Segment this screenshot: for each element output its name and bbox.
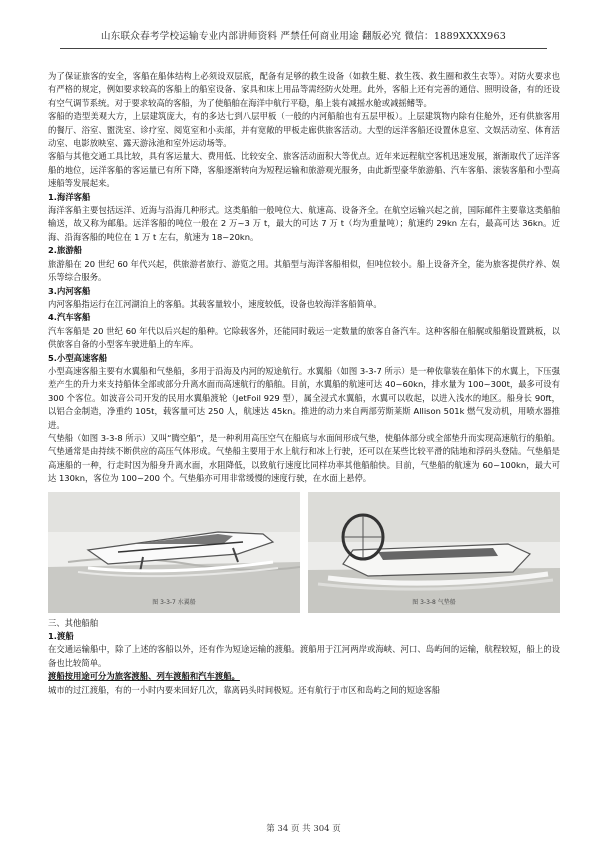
section-heading-high-speed-ship: 5.小型高速客船 xyxy=(48,352,108,363)
page-header: 山东联众春考学校运输专业内部讲师资料 严禁任何商业用途 翻版必究 微信：1889XXXX963 xyxy=(100,31,507,42)
section-heading-river-ship: 3.内河客船 xyxy=(48,285,91,296)
figure-hovercraft xyxy=(308,492,560,613)
hydrofoil-photo xyxy=(48,492,300,613)
hovercraft-photo xyxy=(308,492,560,613)
paragraph: 为了保证旅客的安全，客船在船体结构上必须设双层底，配备有足够的救生设备（如救生艇、救生筏、救生圈和救生衣等）。对防火要求也有严格的规定，例如要求较高的客船上的船室设备、家具和床上用品等需经防火处理。此外，客船上还有完善的通信、照明设备，有的还设有空气调节系统。对于要求较高的客船，为了使船舶在海洋中航行平稳，船上装有减摇水舱或减摇鳍等。 xyxy=(48,71,560,108)
figure-row xyxy=(48,492,560,613)
paragraph: 客船与其他交通工具比较，具有客运量大、费用低、比较安全、旅客活动面积大等优点。近年来远程航空客机迅速发展，渐渐取代了远洋客船的地位，远洋客船的客运量已有所下降，客船逐渐转向为短程运输和旅游观光服务，由此新型豪华旅游船、汽车客船、滚装客船和小型高速船等发展起来。 xyxy=(48,151,560,189)
paragraph: 城市的过江渡船，有的一小时内要来回好几次，靠离码头时间极短。还有航行于市区和岛屿之间的短途客船 xyxy=(48,684,441,695)
paragraph: 汽车客船是 20 世纪 60 年代以后兴起的船种。它除载客外，还能同时载运一定数量的旅客自备汽车。这种客船在船艉或船艏设置跳板，以供旅客自备的小型客车驶进船上的车库。 xyxy=(48,325,560,350)
paragraph: 内河客船指运行在江河湖泊上的客船。其载客量较小，速度较低，设备也较海洋客船简单。 xyxy=(48,298,382,309)
section-heading-car-ship: 4.汽车客船 xyxy=(48,312,91,323)
paragraph: 旅游船在 20 世纪 60 年代兴起，供旅游者旅行、游览之用。其船型与海洋客船相似，但吨位较小。船上设备齐全，能为旅客提供疗养、娱乐等综合服务。 xyxy=(48,258,560,283)
figure-caption: 图 3-3-8 气垫船 xyxy=(412,599,456,607)
section-heading-ferry: 1.渡船 xyxy=(48,631,74,641)
section-heading-sea-ship: 1.海洋客船 xyxy=(48,191,91,202)
figure-caption: 图 3-3-7 水翼船 xyxy=(152,599,196,607)
section-heading-other-ships: 三、其他船舶 xyxy=(48,617,99,628)
paragraph: 小型高速客船主要有水翼船和气垫船，多用于沿海及内河的短途航行。水翼船（如图 3-3-7 所示）是一种依靠装在船体下的水翼上，下压强差产生的升力来支持船体全部或部分升离水面而高速航行的船舶。目前，水翼船的航速可达 40~60kn，排水量为 100~300t，最多可设有 300 个客位。如波音公司开发的民用水翼船渡轮（JetFoil 929 型），属全浸式水翼船，水翼可以收起，以进入浅水的地区。船身长 90ft，以铝合金制造，净重约 105t，载客量可达 250 人，航速达 45kn。推进的动力来自两部劳斯莱斯 Allison 501k 燃气发动机，用喷水器推进。 xyxy=(48,365,560,430)
section-heading-tour-ship: 2.旅游船 xyxy=(48,245,83,256)
document-body xyxy=(48,70,560,697)
paragraph: 海洋客船主要包括远洋、近海与沿海几种形式。这类船舶一般吨位大、航速高、设备齐全。在航空运输兴起之前，国际邮件主要靠这类船舶输送，故又称为邮船。远洋客船的吨位一般在 2 万~3 万 t，最大的可达 7 万 t（均为重量吨）；航速约 29kn 左右，最高可达 36kn。近海、沿海客船的吨位在 1 万 t 左右，航速为 18~20kn。 xyxy=(48,205,560,242)
paragraph-ferry-types: 渡船按用途可分为旅客渡船、列车渡船和汽车渡船。 xyxy=(48,671,240,682)
paragraph: 客船的造型美观大方，上层建筑庞大，有的多达七到八层甲板（一般的内河船舶也有五层甲板）。上层建筑物内除有住舱外，还有供旅客用的餐厅、浴室、盥洗室、诊疗室、阅览室和小卖部，并有宽敞的甲板走廊供旅客活动。大型的远洋客船还设置休息室、文娱活动室、体育活动室、电影放映室、露天游泳池和室外运动场等。 xyxy=(48,111,560,149)
header-divider xyxy=(60,48,547,49)
paragraph: 在交通运输船中，除了上述的客船以外，还有作为短途运输的渡船。渡船用于江河两岸或海峡、河口、岛屿间的运输，航程较短，船上的设备也比较简单。 xyxy=(48,644,560,668)
page-footer: 第 34 页 共 304 页 xyxy=(266,824,341,834)
figure-hydrofoil xyxy=(48,492,300,613)
paragraph-hovercraft: 气垫船（如图 3-3-8 所示）又叫“腾空船”，是一种利用高压空气在船底与水面间形成气垫，使船体部分或全部垫升而实现高速航行的船舶。气垫通常是由持续不断供应的高压气体形成。气垫船主要用于水上航行和冰上行驶，还可以在某些比较平滑的陆地和浮码头登陆。气垫船是高速船的一种，行走时因为船身升离水面，水阻降低，以致航行速度比同样功率其他船舶快。目前，气垫船的航速为 60~100kn，最大可达 130kn，客位为 100~200 个。气垫船亦可用非常缓慢的速度行驶，在水面上悬停。 xyxy=(48,432,560,484)
